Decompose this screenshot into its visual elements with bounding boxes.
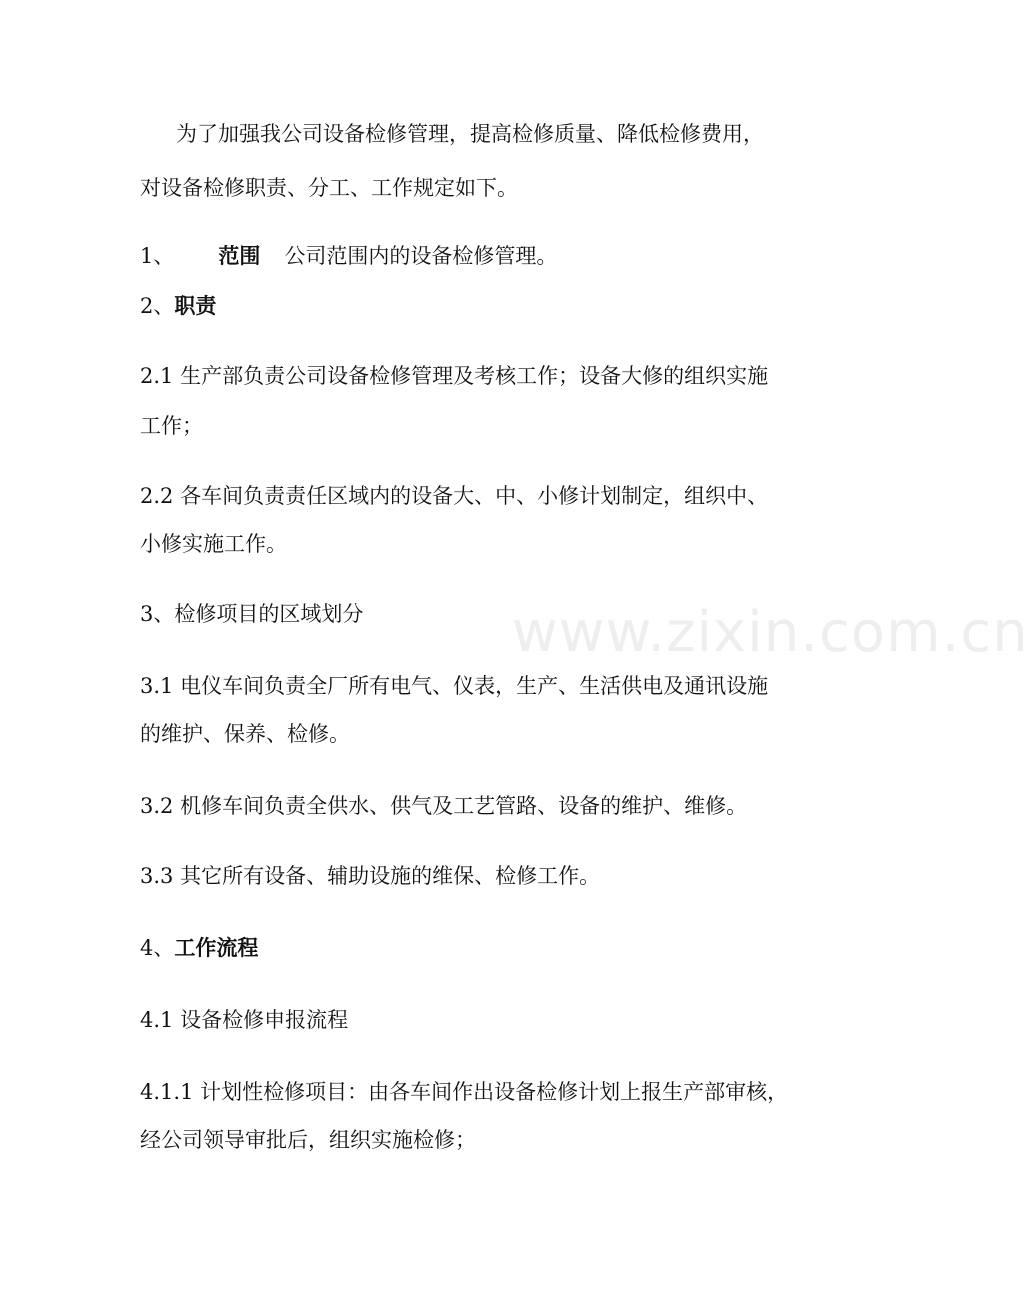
para-4-1-1-line-1: 4.1.1 计划性检修项目：由各车间作出设备检修计划上报生产部审核，: [140, 1080, 789, 1104]
section-2-number: 2、: [140, 294, 175, 318]
para-3-1-line-1: 3.1 电仪车间负责全厂所有电气、仪表，生产、生活供电及通讯设施: [140, 674, 769, 698]
section-4-heading: [140, 934, 258, 962]
para-4-1-1-line-2: 经公司领导审批后，组织实施检修；: [140, 1128, 476, 1152]
section-4-number: 4、: [140, 936, 175, 960]
para-3-2: 3.2 机修车间负责全供水、供气及工艺管路、设备的维护、维修。: [140, 794, 748, 818]
para-2-1-line-2: 工作；: [140, 414, 203, 438]
para-2-1-line-1: 2.1 生产部负责公司设备检修管理及考核工作；设备大修的组织实施: [140, 364, 769, 388]
para-2-2-line-2: 小修实施工作。: [140, 532, 287, 556]
section-2-title: 职责: [174, 294, 217, 318]
section-1-title: 范围: [218, 244, 261, 268]
section-1-text: 公司范围内的设备检修管理。: [284, 244, 558, 268]
para-4-1: 4.1 设备检修申报流程: [140, 1008, 349, 1032]
section-3-heading: 3、检修项目的区域划分: [140, 602, 364, 626]
section-4-title: 工作流程: [174, 936, 259, 960]
para-3-1-line-2: 的维护、保养、检修。: [140, 722, 350, 746]
para-2-2-line-1: 2.2 各车间负责责任区域内的设备大、中、小修计划制定，组织中、: [140, 484, 769, 508]
intro-line-1: 为了加强我公司设备检修管理，提高检修质量、降低检修费用，: [176, 122, 764, 146]
section-1-number: 1、: [140, 244, 175, 268]
para-3-3: 3.3 其它所有设备、辅助设施的维保、检修工作。: [140, 864, 601, 888]
section-2-heading: [140, 292, 216, 320]
intro-line-2: 对设备检修职责、分工、工作规定如下。: [140, 176, 518, 200]
watermark: www.zixin.com.cn: [512, 600, 1029, 665]
section-1-heading: [140, 242, 557, 270]
